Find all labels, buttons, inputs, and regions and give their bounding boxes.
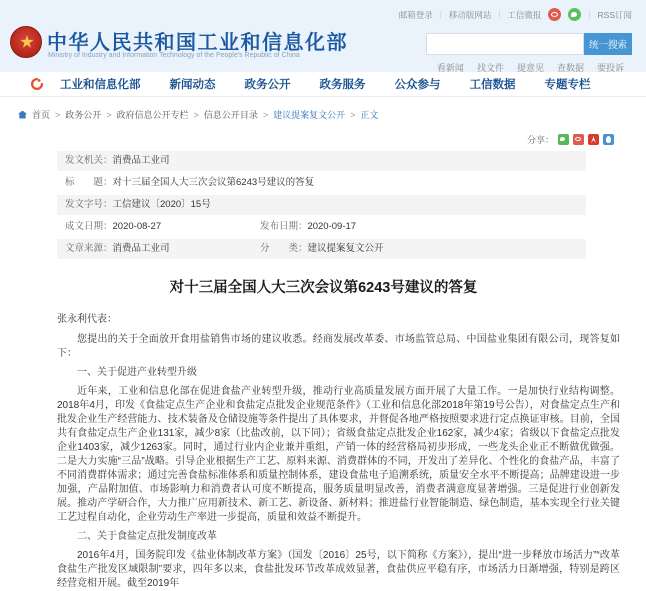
share-label: 分享：	[526, 135, 554, 145]
top-links-separator: |	[588, 10, 591, 19]
info-value: 消费品工业司	[112, 155, 170, 166]
info-value: 建议提案复文公开	[307, 243, 384, 254]
quick-link-news[interactable]: 看新闻	[436, 63, 464, 73]
info-value: 2020-08-27	[112, 221, 162, 232]
info-value: 工信建议〔2020〕15号	[112, 199, 211, 210]
weibo-icon[interactable]	[548, 8, 561, 21]
info-label: 发文字号：	[65, 199, 113, 210]
breadcrumb-separator: >	[262, 109, 269, 120]
share-weibo-icon[interactable]	[573, 134, 584, 145]
nav-item-public-participation[interactable]: 公众参与	[394, 79, 441, 91]
quick-link-suggestions[interactable]: 提意见	[516, 63, 544, 73]
breadcrumb-separator: >	[193, 109, 199, 120]
info-label: 发布日期：	[259, 221, 308, 232]
top-links	[399, 8, 632, 21]
share-wechat-icon[interactable]	[558, 134, 569, 145]
article-title: 对十三届全国人大三次会议第6243号建议的答复	[169, 280, 478, 296]
article-content	[0, 133, 646, 591]
breadcrumb-info-disclosure-column[interactable]: 政府信息公开专栏	[116, 110, 189, 120]
share-qq-icon[interactable]	[603, 134, 614, 145]
main-nav	[0, 72, 646, 97]
miit-logo-icon	[30, 77, 44, 91]
mail-login-link[interactable]: 邮箱登录	[398, 9, 433, 20]
breadcrumb-home[interactable]: 首页	[32, 110, 51, 120]
nav-item-gov-disclosure[interactable]: 政务公开	[244, 79, 291, 91]
site-header	[0, 0, 646, 72]
breadcrumb-info-catalog[interactable]: 信息公开目录	[203, 110, 258, 120]
info-label: 标 题：	[65, 177, 113, 188]
quick-link-documents[interactable]: 找文件	[476, 63, 504, 73]
breadcrumb-gov-disclosure[interactable]: 政务公开	[65, 110, 102, 120]
top-links-separator: |	[498, 10, 501, 19]
article-paragraph: 2016年4月，国务院印发《盐业体制改革方案》（国发〔2016〕25号，以下简称《方案》），提出“进一步释放市场活力”“改革食盐生产批发区域限制”要求，四年多以来，食盐批发环节改革成效显著，食盐供应平稳有序，市场活力日渐增强，特别是跨区经营竞相开展。截至2019年	[57, 550, 620, 589]
mobile-site-link[interactable]: 移动版网站	[448, 9, 492, 20]
nav-item-special-topics[interactable]: 专题专栏	[544, 79, 591, 91]
info-row-title	[57, 173, 586, 193]
quick-links	[437, 61, 624, 74]
breadcrumb-separator: >	[55, 109, 61, 120]
article-paragraph: 张永利代表：	[57, 314, 117, 325]
breadcrumb-suggestion-replies[interactable]: 建议提案复文公开	[273, 110, 346, 120]
breadcrumb-separator: >	[106, 109, 112, 120]
nav-item-miit-data[interactable]: 工信数据	[469, 79, 516, 91]
share-renren-icon[interactable]	[588, 134, 599, 145]
info-label: 成文日期：	[65, 221, 113, 232]
article-paragraph: 近年来，工业和信息化部在促进食盐产业转型升级，推动行业高质量发展方面开展了大量工作。一是加快行业结构调整。2018年4月，印发《食盐定点生产企业和食盐定点批发企业规范条件》（工业和信息化部2018年第19号公告），对食盐定点生产和批发企业生产经营能力、技术装备及仓储设施等条件提出了具体要求，并督促各地严格按照要求进行定点换证审核。目前，全国共有食盐定点生产企业131家，减少8家（比盐改前，以下同）；省级食盐定点批发企业162家，减少4家；省级以下食盐定点批发企业1403家，减少1263家。同时，通过行业内企业兼并重组，产销一体的经营格局初步形成，一些龙头企业正不断做优做强。二是大力实施“三品”战略。引导企业根据生产工艺、原料来源、消费群体的不同，开发出了差异化、个性化的食盐产品，丰富了不同消费群体需求；通过完善食盐标准体系和质量控制体系，建设食盐电子追溯系统，质量安全水平不断提高；品牌建设进一步加强，产品附加值、市场影响力和消费者认可度不断提高，服务质量明显改善，消费者满意度显著增强。三是促进行业创新发展。推动产学研合作，大力推广应用新技术、新工艺、新设备、新材料；推进盐行业智能制造、绿色制造，基本实现全行业关键工艺过程自动化，企业劳动生产率进一步提高，质量和效益不断提升。	[57, 386, 620, 523]
article-section-heading: 二、关于食盐定点批发制度改革	[77, 531, 217, 542]
emblem-star-icon	[20, 35, 34, 49]
unified-search-button[interactable]: 统一搜索	[584, 33, 632, 55]
rss-link[interactable]: RSS订阅	[597, 9, 632, 20]
share-row	[57, 133, 614, 146]
info-label: 分 类：	[259, 243, 308, 254]
info-value: 对十三届全国人大三次会议第6243号建议的答复	[112, 177, 315, 188]
nav-item-miit[interactable]: 工业和信息化部	[60, 79, 141, 91]
article-section-heading: 一、关于促进产业转型升级	[77, 367, 197, 378]
info-label: 文章来源：	[65, 243, 113, 254]
nav-item-gov-services[interactable]: 政务服务	[319, 79, 366, 91]
wechat-icon[interactable]	[568, 8, 581, 21]
breadcrumb-separator: >	[350, 109, 356, 120]
home-icon	[18, 111, 27, 119]
site-title-en: Ministry of Industry and Information Technology of the People's Republic of China	[48, 52, 300, 59]
info-value: 2020-09-17	[307, 221, 357, 232]
article-paragraph: 您提出的关于全面放开食用盐销售市场的建议收悉。经商发展改革委、市场监管总局、中国盐业集团有限公司，现答复如下：	[57, 334, 620, 359]
top-links-separator: |	[439, 10, 442, 19]
info-value: 消费品工业司	[112, 243, 170, 254]
document-info-table	[57, 151, 586, 259]
quick-link-complaints[interactable]: 要投诉	[596, 63, 624, 73]
quick-link-data[interactable]: 查数据	[556, 63, 584, 73]
article-body	[57, 313, 620, 591]
info-row-document-number	[57, 195, 586, 215]
search-input[interactable]	[426, 33, 584, 55]
national-emblem-icon	[10, 26, 42, 58]
breadcrumb-current-page: 正文	[360, 110, 379, 120]
search-bar	[426, 33, 632, 55]
info-label: 发文机关：	[65, 155, 113, 166]
breadcrumb	[0, 97, 646, 131]
info-row-dates	[57, 217, 586, 237]
site-title[interactable]: 中华人民共和国工业和信息化部	[47, 32, 348, 54]
nav-item-news[interactable]: 新闻动态	[169, 79, 216, 91]
miit-weibo-link[interactable]: 工信微报	[507, 9, 542, 20]
info-row-issuing-agency	[57, 151, 586, 171]
info-row-source-category	[57, 239, 586, 259]
